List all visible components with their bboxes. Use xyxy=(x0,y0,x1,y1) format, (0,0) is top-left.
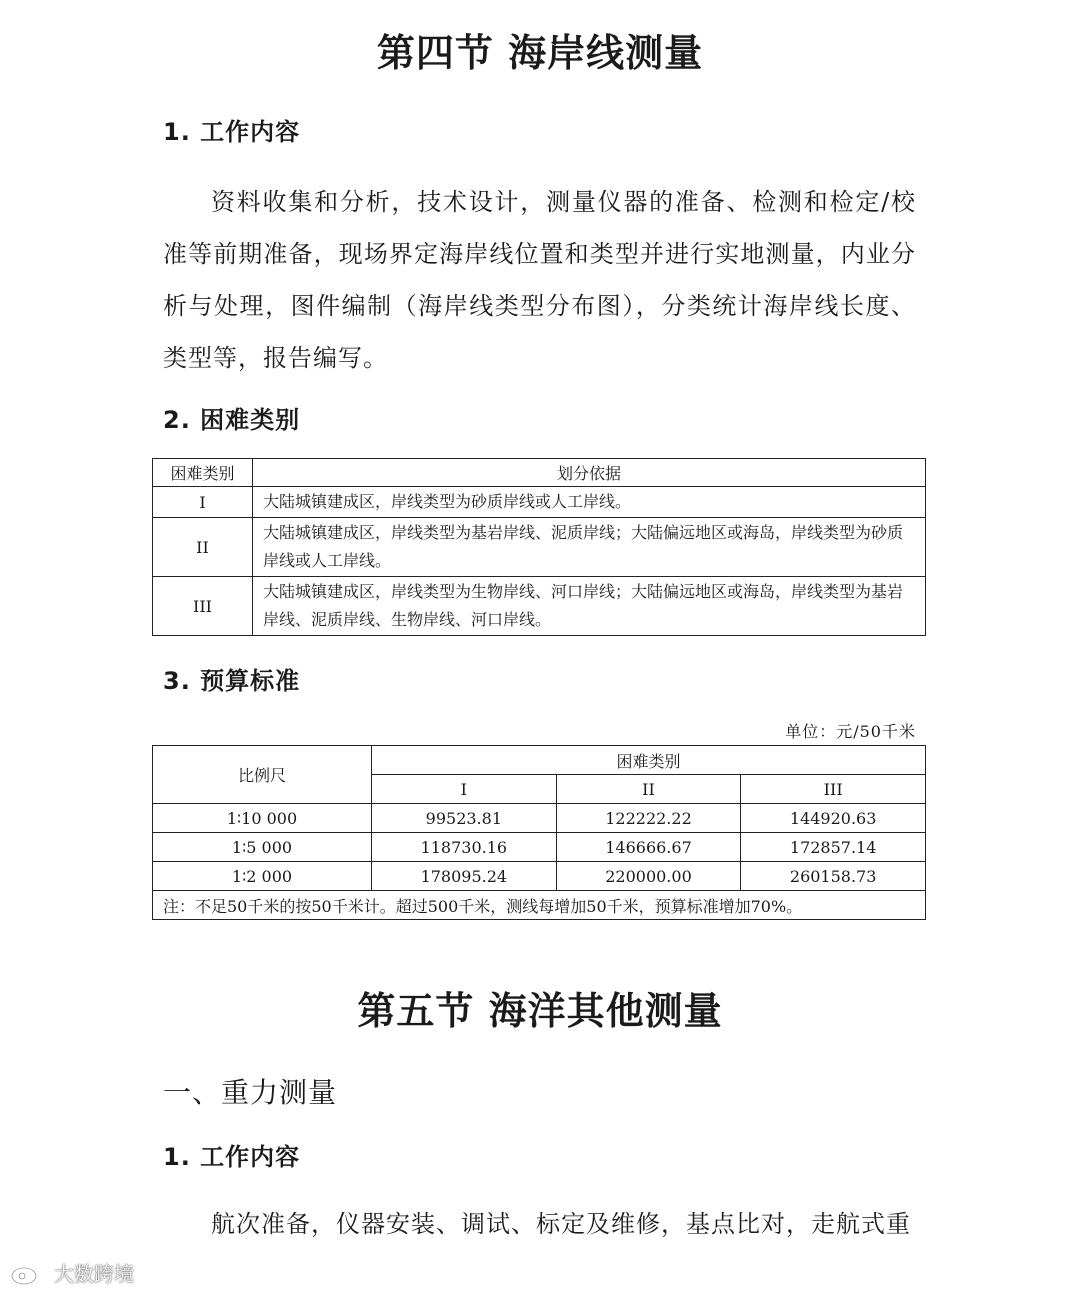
basis-cell: 大陆城镇建成区，岸线类型为砂质岸线或人工岸线。 xyxy=(253,487,926,518)
budget-table xyxy=(152,745,926,920)
scale-cell: 1∶2 000 xyxy=(153,862,372,891)
basis-cell: 大陆城镇建成区，岸线类型为生物岸线、河口岸线；大陆偏远地区或海岛，岸线类型为基岩岸线、泥质岸线、生物岸线、河口岸线。 xyxy=(253,577,926,636)
value-cell: 260158.73 xyxy=(741,862,926,891)
difficulty-table xyxy=(152,458,926,636)
value-cell: 172857.14 xyxy=(741,833,926,862)
section4-difficulty-heading: 2. 困难类别 xyxy=(163,406,301,434)
weibo-logo-icon xyxy=(10,1261,50,1285)
value-cell: 144920.63 xyxy=(741,804,926,833)
header-difficulty: 困难类别 xyxy=(372,746,926,775)
table-row xyxy=(153,577,926,636)
value-cell: 118730.16 xyxy=(372,833,557,862)
value-cell: 178095.24 xyxy=(372,862,557,891)
header-category: 困难类别 xyxy=(153,459,253,487)
table-note: 注：不足50千米的按50千米计。超过500千米，测线每增加50千米，预算标准增加70%。 xyxy=(153,891,926,920)
value-cell: 220000.00 xyxy=(556,862,741,891)
value-cell: 99523.81 xyxy=(372,804,557,833)
table-header-row xyxy=(153,746,926,775)
header-cat-3: III xyxy=(741,775,926,804)
header-scale: 比例尺 xyxy=(153,746,372,804)
header-basis: 划分依据 xyxy=(253,459,926,487)
table-row xyxy=(153,862,926,891)
section5-title: 第五节 海洋其他测量 xyxy=(357,989,723,1033)
watermark-text: 大数跨境 xyxy=(54,1262,134,1286)
watermark xyxy=(10,1258,134,1287)
value-cell: 122222.22 xyxy=(556,804,741,833)
basis-cell: 大陆城镇建成区，岸线类型为基岩岸线、泥质岸线；大陆偏远地区或海岛，岸线类型为砂质岸线或人工岸线。 xyxy=(253,518,926,577)
table-row xyxy=(153,518,926,577)
unit-label: 单位：元/50千米 xyxy=(785,722,916,741)
section4-work-text: 资料收集和分析，技术设计，测量仪器的准备、检测和检定/校准等前期准备，现场界定海岸线位置和类型并进行实地测量，内业分析与处理，图件编制（海岸线类型分布图），分类统计海岸线长度、类型等，报告编写。 xyxy=(163,188,916,372)
scale-cell: 1∶10 000 xyxy=(153,804,372,833)
header-cat-2: II xyxy=(556,775,741,804)
table-row xyxy=(153,833,926,862)
category-cell: II xyxy=(153,518,253,577)
table-row xyxy=(153,487,926,518)
table-note-row xyxy=(153,891,926,920)
section4-budget-heading: 3. 预算标准 xyxy=(163,667,301,695)
category-cell: III xyxy=(153,577,253,636)
section5-subheading: 一、重力测量 xyxy=(163,1076,338,1109)
table-header-row xyxy=(153,459,926,487)
category-cell: I xyxy=(153,487,253,518)
section4-title: 第四节 海岸线测量 xyxy=(376,31,704,75)
section5-work-text: 航次准备，仪器安装、调试、标定及维修，基点比对，走航式重 xyxy=(211,1210,911,1238)
section5-work-heading: 1. 工作内容 xyxy=(163,1143,301,1171)
value-cell: 146666.67 xyxy=(556,833,741,862)
header-cat-1: I xyxy=(372,775,557,804)
scale-cell: 1∶5 000 xyxy=(153,833,372,862)
table-row xyxy=(153,804,926,833)
section4-work-heading: 1. 工作内容 xyxy=(163,118,301,146)
